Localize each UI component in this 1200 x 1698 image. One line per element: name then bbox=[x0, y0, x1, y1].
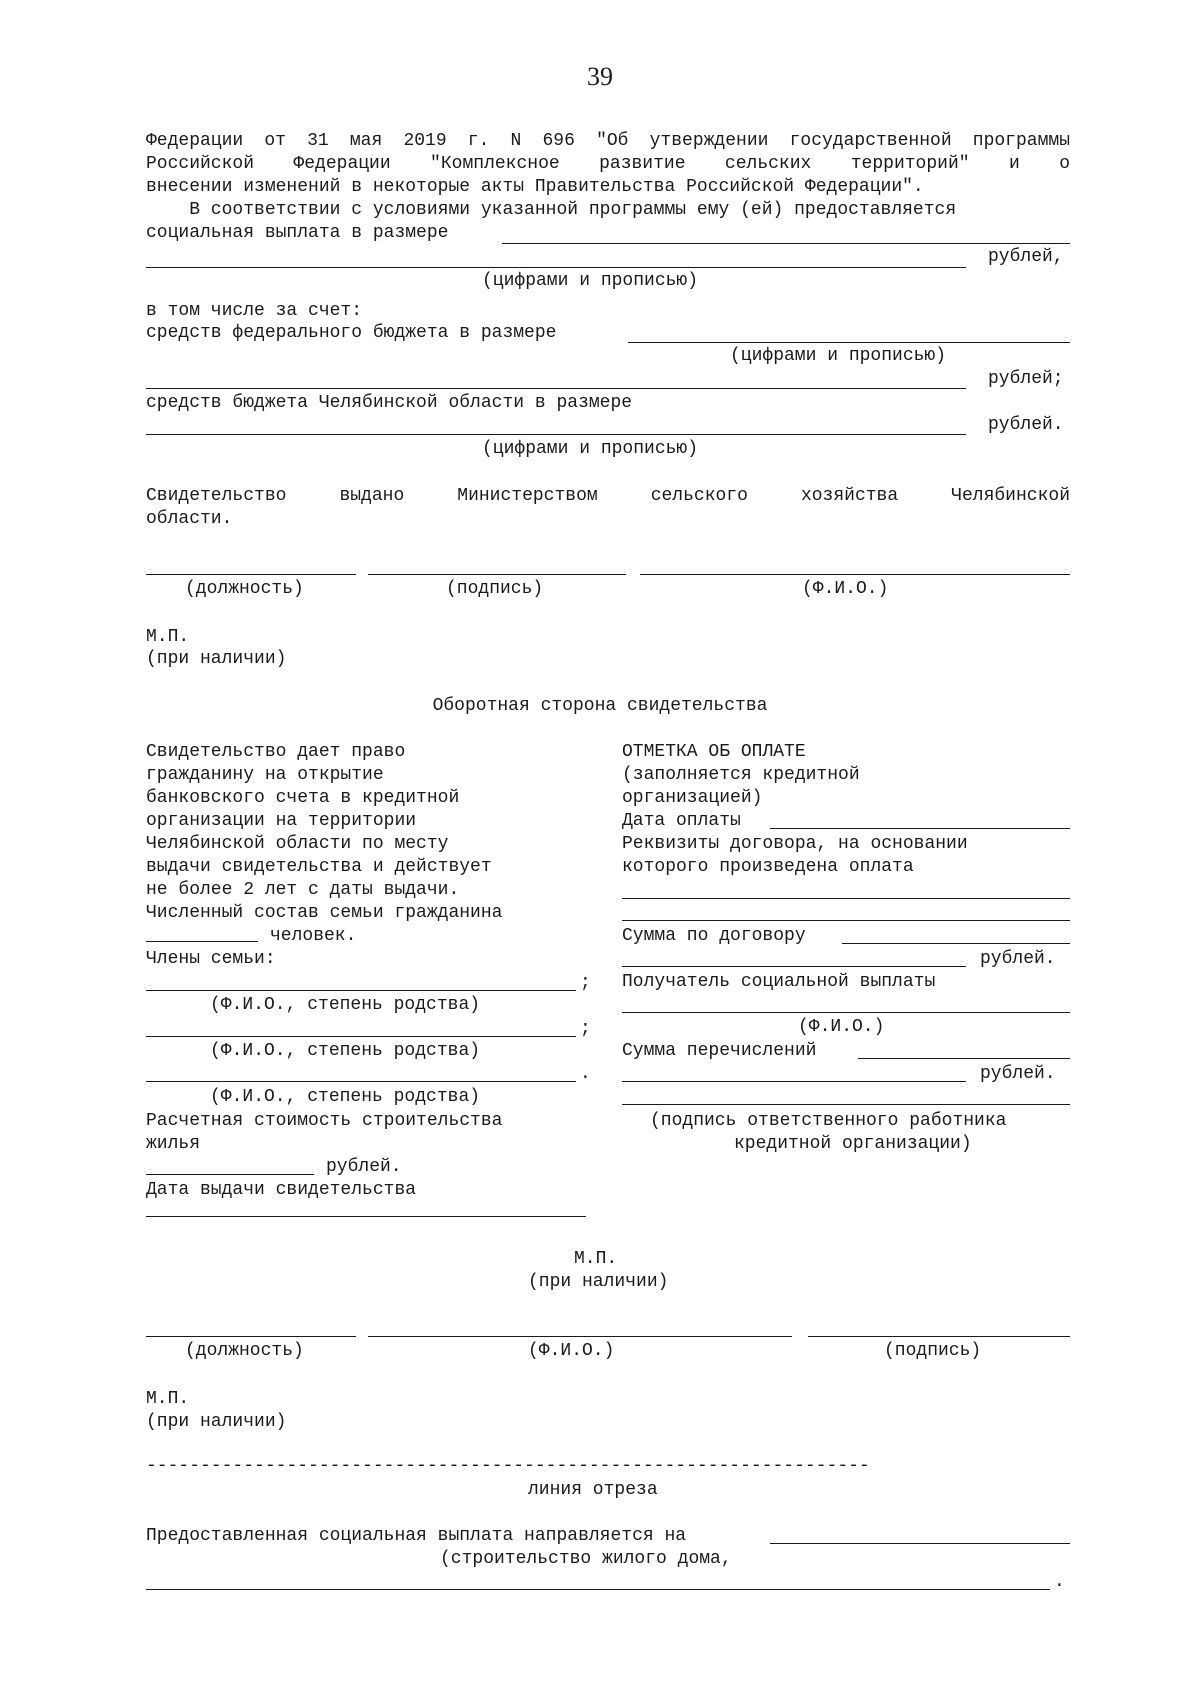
left-text-6: выдачи свидетельства и действует bbox=[146, 857, 492, 877]
sign2-fio-caption: (Ф.И.О.) bbox=[528, 1341, 615, 1361]
stamp3-mp: М.П. bbox=[146, 1389, 190, 1409]
rub-comma: рублей, bbox=[988, 247, 1064, 267]
left-text-7: не более 2 лет с даты выдачи. bbox=[146, 880, 460, 900]
contract-req-blank-2[interactable] bbox=[622, 920, 1070, 921]
contract-sum-blank-2[interactable] bbox=[622, 966, 966, 967]
cost-label-2: жилья bbox=[146, 1134, 201, 1154]
people-label: человек. bbox=[270, 926, 357, 946]
recipient-blank[interactable] bbox=[622, 1012, 1070, 1013]
page-number: 39 bbox=[587, 62, 613, 91]
caption-words-1: (цифрами и прописью) bbox=[482, 271, 699, 291]
amount-blank-1[interactable] bbox=[502, 243, 1070, 244]
sign1-fio-blank[interactable] bbox=[640, 574, 1070, 575]
pay-date-label: Дата оплаты bbox=[622, 811, 741, 831]
kin-caption-3: (Ф.И.О., степень родства) bbox=[210, 1087, 481, 1107]
sign1-position-caption: (должность) bbox=[185, 579, 304, 599]
family-member-1-blank[interactable] bbox=[146, 990, 576, 991]
semicolon-2: ; bbox=[580, 1019, 591, 1039]
reverse-side-title: Оборотная сторона свидетельства bbox=[432, 696, 768, 716]
transfers-blank-1[interactable] bbox=[858, 1058, 1070, 1059]
bank-signature-caption-1: (подпись ответственного работника bbox=[650, 1111, 1007, 1131]
construction-caption: (строительство жилого дома, bbox=[440, 1549, 732, 1569]
directed-label: Предоставленная социальная выплата направляется на bbox=[146, 1526, 687, 1546]
pay-date-blank[interactable] bbox=[770, 828, 1070, 829]
intro-line-2: Российской Федерации "Комплексное развитие сельских территорий" и о bbox=[146, 154, 1070, 174]
recipient-label: Получатель социальной выплаты bbox=[622, 972, 936, 992]
intro-line-1: Федерации от 31 мая 2019 г. N 696 "Об утверждении государственной программы bbox=[146, 131, 1070, 151]
intro-line-4: В соответствии с условиями указанной программы ему (ей) предоставляется bbox=[146, 200, 957, 220]
issue-date-label: Дата выдачи свидетельства bbox=[146, 1180, 417, 1200]
rub-dot: рублей. bbox=[988, 415, 1064, 435]
transfers-label: Сумма перечислений bbox=[622, 1041, 817, 1061]
stamp1-mp: М.П. bbox=[146, 627, 190, 647]
sign1-signature-blank[interactable] bbox=[368, 574, 626, 575]
contract-req-blank-1[interactable] bbox=[622, 898, 1070, 899]
cost-label-1: Расчетная стоимость строительства bbox=[146, 1111, 503, 1131]
dot-3: . bbox=[580, 1064, 591, 1084]
family-members-label: Члены семьи: bbox=[146, 949, 276, 969]
federal-blank-2[interactable] bbox=[146, 388, 966, 389]
cost-blank[interactable] bbox=[146, 1174, 314, 1175]
issued-line-2: области. bbox=[146, 509, 233, 529]
recipient-fio-caption: (Ф.И.О.) bbox=[798, 1017, 885, 1037]
regional-blank[interactable] bbox=[146, 434, 966, 435]
rub-semicolon: рублей; bbox=[988, 369, 1064, 389]
contract-req-2: которого произведена оплата bbox=[622, 857, 914, 877]
contract-sum-label: Сумма по договору bbox=[622, 926, 806, 946]
family-member-2-blank[interactable] bbox=[146, 1036, 576, 1037]
left-text-5: Челябинской области по месту bbox=[146, 834, 449, 854]
transfers-blank-2[interactable] bbox=[622, 1081, 966, 1082]
contract-req-1: Реквизиты договора, на основании bbox=[622, 834, 968, 854]
family-count-blank[interactable] bbox=[146, 941, 258, 942]
footer-dot: . bbox=[1054, 1572, 1065, 1592]
sign2-signature-caption: (подпись) bbox=[884, 1341, 982, 1361]
left-text-4: организации на территории bbox=[146, 811, 417, 831]
bank-signature-caption-2: кредитной организации) bbox=[734, 1134, 972, 1154]
payment-mark-title: ОТМЕТКА ОБ ОПЛАТЕ bbox=[622, 742, 806, 762]
left-text-8: Численный состав семьи гражданина bbox=[146, 903, 503, 923]
federal-blank-1[interactable] bbox=[628, 342, 1070, 343]
directed-blank-1[interactable] bbox=[770, 1543, 1070, 1544]
caption-words-2: (цифрами и прописью) bbox=[730, 346, 947, 366]
left-text-2: гражданину на открытие bbox=[146, 765, 384, 785]
transfers-rub: рублей. bbox=[980, 1064, 1056, 1084]
semicolon-1: ; bbox=[580, 973, 591, 993]
kin-caption-1: (Ф.И.О., степень родства) bbox=[210, 995, 481, 1015]
filled-by-2: организацией) bbox=[622, 788, 763, 808]
family-member-3-blank[interactable] bbox=[146, 1081, 576, 1082]
stamp2-mp: М.П. bbox=[574, 1249, 618, 1269]
sign1-fio-caption: (Ф.И.О.) bbox=[802, 579, 889, 599]
stamp1-if-any: (при наличии) bbox=[146, 649, 287, 669]
filled-by-1: (заполняется кредитной bbox=[622, 765, 860, 785]
directed-blank-2[interactable] bbox=[146, 1589, 1050, 1590]
sign2-signature-blank[interactable] bbox=[808, 1336, 1070, 1337]
federal-label: средств федерального бюджета в размере bbox=[146, 323, 557, 343]
kin-caption-2: (Ф.И.О., степень родства) bbox=[210, 1041, 481, 1061]
intro-line-5: социальная выплата в размере bbox=[146, 223, 449, 243]
regional-label: средств бюджета Челябинской области в размере bbox=[146, 393, 633, 413]
bank-signature-blank[interactable] bbox=[622, 1104, 1070, 1105]
issue-date-blank[interactable] bbox=[146, 1216, 586, 1217]
sign2-position-blank[interactable] bbox=[146, 1336, 356, 1337]
intro-line-3: внесении изменений в некоторые акты Правительства Российской Федерации". bbox=[146, 177, 924, 197]
left-text-1: Свидетельство дает право bbox=[146, 742, 406, 762]
including-label: в том числе за счет: bbox=[146, 301, 363, 321]
cut-line-label: линия отреза bbox=[528, 1480, 658, 1500]
sign2-position-caption: (должность) bbox=[185, 1341, 304, 1361]
contract-sum-blank-1[interactable] bbox=[842, 943, 1070, 944]
contract-sum-rub: рублей. bbox=[980, 949, 1056, 969]
issued-line-1: Свидетельство выдано Министерством сельского хозяйства Челябинской bbox=[146, 486, 1070, 506]
stamp2-if-any: (при наличии) bbox=[528, 1272, 669, 1292]
cut-line-dashes: ------------------------------------------------------------------- bbox=[146, 1456, 870, 1476]
sign1-position-blank[interactable] bbox=[146, 574, 356, 575]
stamp3-if-any: (при наличии) bbox=[146, 1412, 287, 1432]
cost-rub: рублей. bbox=[326, 1157, 402, 1177]
caption-words-3: (цифрами и прописью) bbox=[482, 439, 699, 459]
sign2-fio-blank[interactable] bbox=[368, 1336, 792, 1337]
sign1-signature-caption: (подпись) bbox=[446, 579, 544, 599]
left-text-3: банковского счета в кредитной bbox=[146, 788, 460, 808]
amount-blank-2[interactable] bbox=[146, 267, 966, 268]
